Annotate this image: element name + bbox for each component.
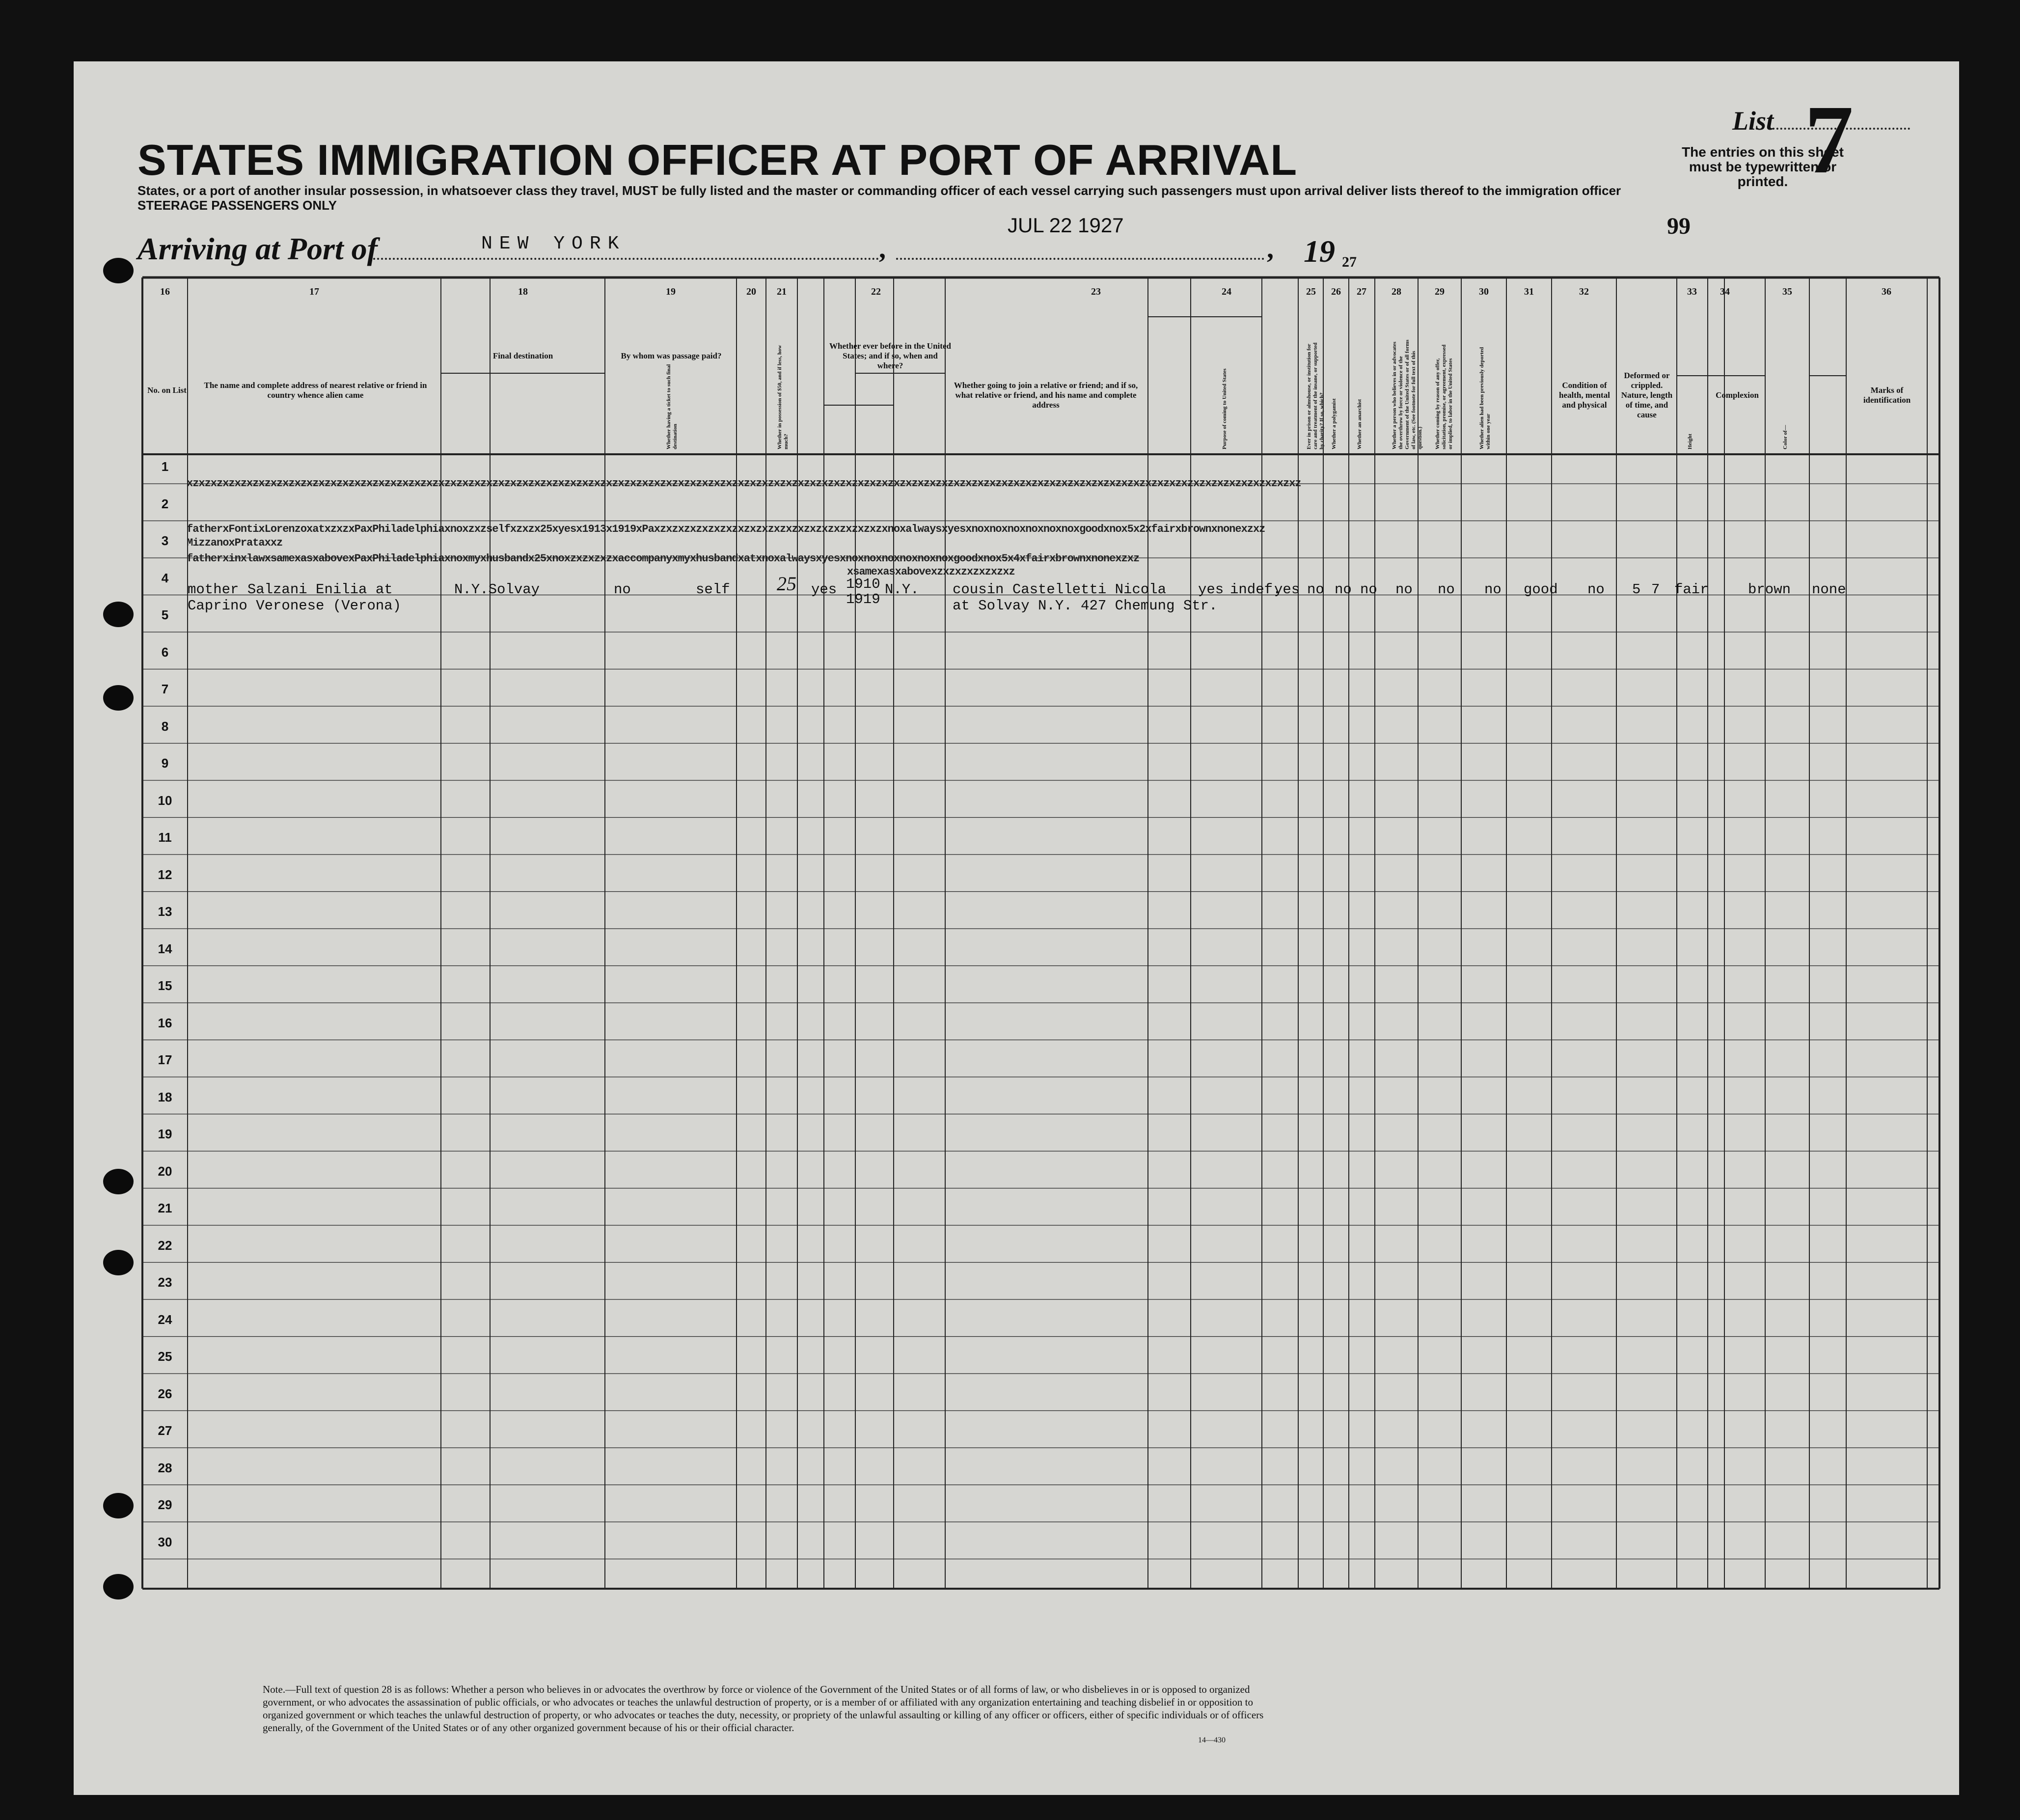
row-number-19: 19 <box>158 1127 172 1141</box>
column-number-21: 21 <box>777 286 787 297</box>
column-header-21: Whether in possession of $50, and if less, how much? <box>777 345 789 449</box>
subtitle-steerage: STEERAGE PASSENGERS ONLY <box>137 198 337 213</box>
return-intent: yes <box>1198 581 1224 598</box>
row-number-8: 8 <box>161 718 169 734</box>
form-code: 14—430 <box>1198 1736 1226 1744</box>
column-header-36: Marks of identification <box>1863 386 1911 405</box>
row-number-21: 21 <box>158 1201 172 1215</box>
column-header-25: Ever in prison or almshouse, or institution for care and treatment of the insane, or supported by charity? If so, which? <box>1306 342 1325 449</box>
hair-eyes: brown <box>1748 581 1791 598</box>
row-number-13: 13 <box>158 904 172 919</box>
column-header-20: By whom was passage paid? <box>621 351 722 360</box>
column-number-25: 25 <box>1306 286 1316 297</box>
column-header-28: Whether a person who believes in or advocates the overthrow by force or violence of the Government of the United States or of all forms of law, etc. (See footnote for full text of this question.) <box>1392 339 1423 449</box>
column-header-30: Whether alien had been previously deported within one year <box>1479 347 1491 449</box>
row-number-7: 7 <box>161 682 169 696</box>
column-header-23: Whether going to join a relative or friend; and if so, what relative or friend, and his name and complete address <box>954 381 1138 410</box>
column-number-16: 16 <box>160 286 170 297</box>
column-number-36: 36 <box>1882 286 1891 297</box>
column-header-24: Purpose of coming to United States <box>1222 368 1228 449</box>
column-number-28: 28 <box>1392 286 1401 297</box>
row-number-11: 11 <box>158 830 172 845</box>
list-label: List <box>1732 106 1774 136</box>
column-header-34: Complexion <box>1716 390 1759 400</box>
column-header-31: Condition of health, mental and physical <box>1559 381 1610 410</box>
row-number-1: 1 <box>161 459 169 474</box>
row-number-14: 14 <box>158 941 172 956</box>
row-number-4: 4 <box>161 570 169 585</box>
year-suffix: 27 <box>1342 254 1357 270</box>
column-number-23: 23 <box>1091 286 1101 297</box>
height-feet: 5 <box>1632 581 1641 598</box>
table-grid <box>74 61 1959 1795</box>
row-number-17: 17 <box>158 1052 172 1067</box>
column-header-26: Whether a polygamist <box>1331 398 1337 449</box>
row-number-23: 23 <box>158 1275 172 1290</box>
column-header-18: Final destination <box>492 351 553 360</box>
marks: none <box>1812 581 1846 598</box>
row-number-9: 9 <box>161 756 169 771</box>
relative-address: Caprino Veronese (Verona) <box>188 598 402 614</box>
join-relative: cousin Castelletti Nicola <box>953 581 1167 598</box>
row-number-10: 10 <box>158 793 172 808</box>
column-number-26: 26 <box>1331 286 1341 297</box>
column-number-19: 19 <box>666 286 676 297</box>
paid-by: self <box>696 581 730 598</box>
row-number-29: 29 <box>158 1497 172 1512</box>
row-number-28: 28 <box>158 1460 172 1475</box>
column-header-22: Whether ever before in the United States; and if so, when and where? <box>829 341 951 370</box>
subtitle-text: States, or a port of another insular possession, in whatsoever class they travel, MUST be fully listed and the master or commanding officer of each vessel carrying such passengers must upon arrival deliver lists thereof to the immigration officer <box>137 183 1621 198</box>
column-header-33: Height <box>1687 434 1693 449</box>
row-number-15: 15 <box>158 978 172 993</box>
before-in-us: yes <box>811 581 837 598</box>
row-number-25: 25 <box>158 1349 172 1364</box>
citizen-intent: yes <box>1274 581 1300 598</box>
footnote: Note.—Full text of question 28 is as follows: Whether a person who believes in or advocates the overthrow by force or violence of the Government of the United States or of all forms of law, or who disbelieves in or is opposed to organized government, or who advocates the assassination of public officials, or who advocates or teaches the unlawful destruction of property, or is a member of or affiliated with any organization entertaining and teaching disbelief in or opposition to organized government or which teaches the unlawful destruction of property, or who advocates or teaches the duty, necessity, or propriety of the unlawful assaulting or killing of any officer or officers, either of specific individuals or of officers generally, of the Government of the United States or of any other organized government because of his or their official character. <box>263 1683 1264 1734</box>
row-number-2: 2 <box>161 496 169 511</box>
row-number-6: 6 <box>161 644 169 660</box>
crossed-row: xzxzxzxzxzxzxzxzxzxzxzxzxzxzxzxzxzxzxzxzxzxzxzxzxzxzxzxzxzxzxzxzxzxzxzxzxzxzxzxzxzxzxzxzxzxzxzxzxzxzxzxzxzxzxzxzxzxzxzxzxzxzxzxzxzxzxzxzxzxzxzxzxzxzxzxzxzxzxzxzxzxzxzxzxzxzxzxzxzxzxzxzxz <box>187 477 1301 490</box>
comma: , <box>879 234 886 264</box>
row-number-30: 30 <box>158 1534 172 1549</box>
crossed-row: fatherxFontixLorenzoxatxzxzxPaxPhiladelphiaxnoxzxzselfxzxzx25xyesx1913x1919xPaxzxzxzxzxzxzxzxzxzxzxzxzxzxzxzxzxzxzxzxnoxalwaysxyesxnoxnoxnoxnoxnoxnoxgoodxnox5x2xfairxbrownxnonexzxz <box>187 523 1265 535</box>
row-number-22: 22 <box>158 1238 172 1253</box>
arriving-label: Arriving at Port of <box>137 231 378 266</box>
row-number-16: 16 <box>158 1015 172 1030</box>
years-to: 1919 <box>846 591 880 607</box>
page-number: 99 <box>1667 213 1691 239</box>
join-address: at Solvay N.Y. 427 Chemung Str. <box>953 598 1218 614</box>
column-number-18: 18 <box>518 286 528 297</box>
prison: no <box>1307 581 1324 598</box>
complexion: fair <box>1674 581 1709 598</box>
crossed-row: MizzanoxPrataxxz <box>187 537 283 549</box>
column-header-35: Color of— <box>1782 425 1788 449</box>
row-number-27: 27 <box>158 1423 172 1438</box>
column-header-16: No. on List <box>147 386 187 395</box>
column-number-32: 32 <box>1579 286 1589 297</box>
manifest-sheet <box>74 61 1959 1795</box>
crossed-row: fatherxinxlawxsamexasxabovexPaxPhiladelphiaxnoxmyxhusbandx25xnoxzxzxzxzxaccompanyxmyxhusbandxatxnoxalwaysxyesxnoxnoxnoxnoxnoxnoxgoodxnox5x4xfairxbrownxnonexzxz <box>187 552 1140 565</box>
deported: no <box>1484 581 1501 598</box>
date-stamp: JUL 22 1927 <box>1008 214 1124 237</box>
column-number-22: 22 <box>871 286 881 297</box>
crossed-row: xsamexasxabovexzxzxzxzxzxzxz <box>847 566 1015 578</box>
list-note: The entries on this sheet must be typewritten or printed. <box>1682 144 1844 189</box>
anarchist: no <box>1360 581 1377 598</box>
relative-name: mother Salzani Enilia at <box>188 581 393 598</box>
column-number-33: 33 <box>1687 286 1697 297</box>
height-inches: 7 <box>1651 581 1660 598</box>
column-number-29: 29 <box>1435 286 1445 297</box>
row-number-26: 26 <box>158 1386 172 1401</box>
length-of-stay: indef. <box>1230 581 1282 598</box>
health: good <box>1524 581 1558 598</box>
years-from: 1910 <box>846 576 880 592</box>
money: 25 <box>777 573 796 595</box>
column-number-27: 27 <box>1357 286 1366 297</box>
column-number-24: 24 <box>1222 286 1231 297</box>
column-number-35: 35 <box>1782 286 1792 297</box>
column-header-19: Whether having a ticket to such final destination <box>666 364 678 449</box>
row-number-18: 18 <box>158 1089 172 1104</box>
column-number-30: 30 <box>1479 286 1489 297</box>
year-prefix: 19 <box>1304 234 1335 269</box>
column-number-17: 17 <box>309 286 319 297</box>
question-28: no <box>1395 581 1413 598</box>
where: N.Y. <box>885 581 919 598</box>
destination: N.Y.Solvay <box>454 581 540 598</box>
question-29: no <box>1438 581 1455 598</box>
column-header-29: Whether coming by reason of any offer, solicitation, promise, or agreement, expressed or implied, to labor in the United States <box>1435 344 1453 449</box>
column-number-31: 31 <box>1524 286 1534 297</box>
port-value: NEW YORK <box>481 233 626 254</box>
row-number-3: 3 <box>161 533 169 548</box>
polygamist: no <box>1335 581 1352 598</box>
row-number-12: 12 <box>158 867 172 882</box>
column-number-34: 34 <box>1720 286 1730 297</box>
column-number-20: 20 <box>746 286 756 297</box>
page-title: STATES IMMIGRATION OFFICER AT PORT OF ARRIVAL <box>137 136 1298 184</box>
comma: , <box>1267 234 1274 264</box>
list-number: 7 <box>1804 85 1854 194</box>
row-number-5: 5 <box>161 607 169 622</box>
column-header-27: Whether an anarchist <box>1357 399 1363 449</box>
ticket: no <box>614 581 631 598</box>
column-header-17: The name and complete address of nearest relative or friend in country whence alien came <box>204 381 427 400</box>
row-number-24: 24 <box>158 1312 172 1327</box>
deformed: no <box>1587 581 1605 598</box>
row-number-20: 20 <box>158 1163 172 1179</box>
column-header-32: Deformed or crippled. Nature, length of time, and cause <box>1621 371 1673 419</box>
